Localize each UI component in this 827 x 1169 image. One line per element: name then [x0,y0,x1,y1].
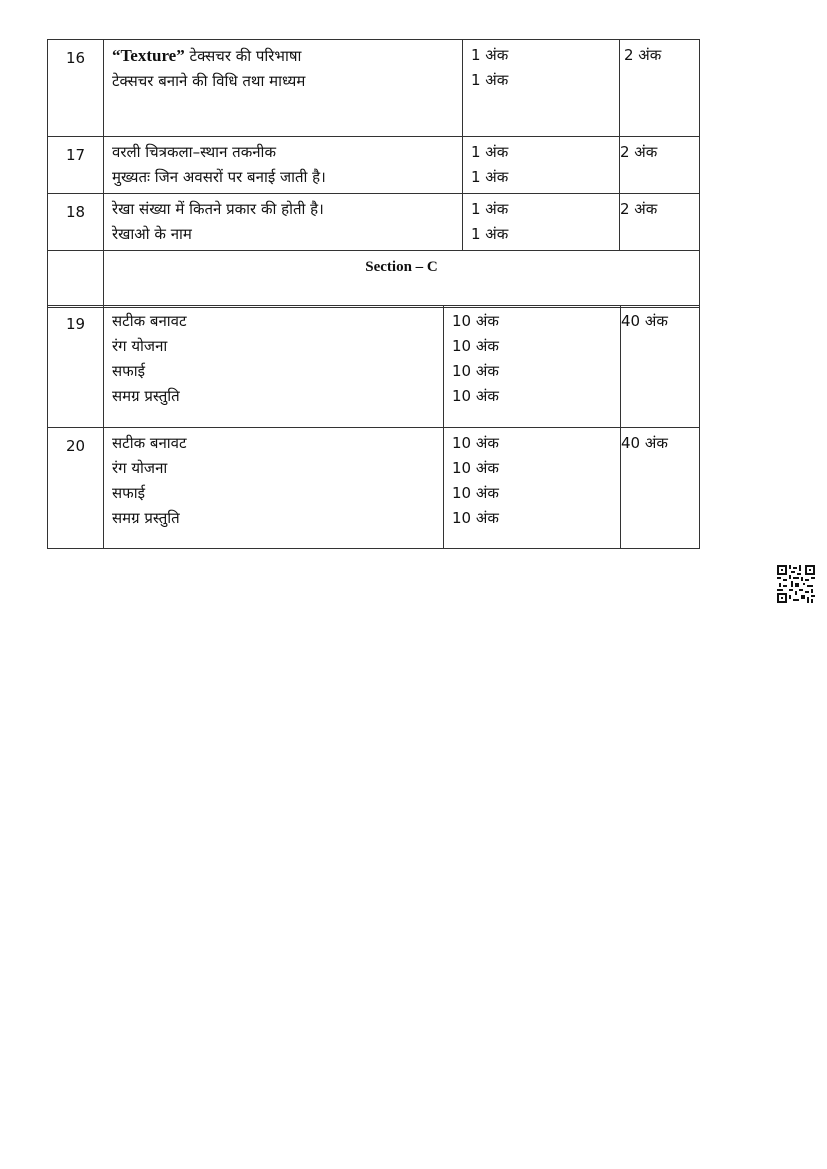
question-number: 16 [48,40,104,137]
marking-table-c [47,305,700,549]
question-marks: 1 अंक 1 अंक [463,40,620,137]
question-marks: 10 अंक 10 अंक 10 अंक 10 अंक [444,428,621,549]
question-marks: 1 अंक 1 अंक [463,137,620,194]
table-row-17 [48,137,700,194]
question-number: 18 [48,194,104,251]
qr-code-icon [777,565,815,603]
empty-cell [48,251,104,308]
question-total: 40 अंक [621,428,700,549]
question-number: 19 [48,306,104,428]
table-row-19 [48,306,700,428]
section-c-header-row [48,251,700,308]
table-row-20 [48,428,700,549]
question-total: 2 अंक [620,194,700,251]
question-description: रेखा संख्या में कितने प्रकार की होती है। रेखाओ के नाम [104,194,463,251]
question-marks: 10 अंक 10 अंक 10 अंक 10 अंक [444,306,621,428]
marking-table-b [47,39,700,308]
question-number: 20 [48,428,104,549]
table-row-18 [48,194,700,251]
question-description: “Texture” टेक्सचर की परिभाषा टेक्सचर बनाने की विधि तथा माध्यम [104,40,463,137]
question-total: 40 अंक [621,306,700,428]
question-description: सटीक बनावट रंग योजना सफाई समग्र प्रस्तुति [104,306,444,428]
question-total: 2 अंक [620,137,700,194]
question-total: 2 अंक [620,40,700,137]
section-title: Section – C [104,251,700,308]
question-description: वरली चित्रकला–स्थान तकनीक मुख्यतः जिन अवसरों पर बनाई जाती है। [104,137,463,194]
question-description: सटीक बनावट रंग योजना सफाई समग्र प्रस्तुति [104,428,444,549]
question-number: 17 [48,137,104,194]
question-marks: 1 अंक 1 अंक [463,194,620,251]
texture-term: “Texture” [112,46,185,65]
table-row-16 [48,40,700,137]
